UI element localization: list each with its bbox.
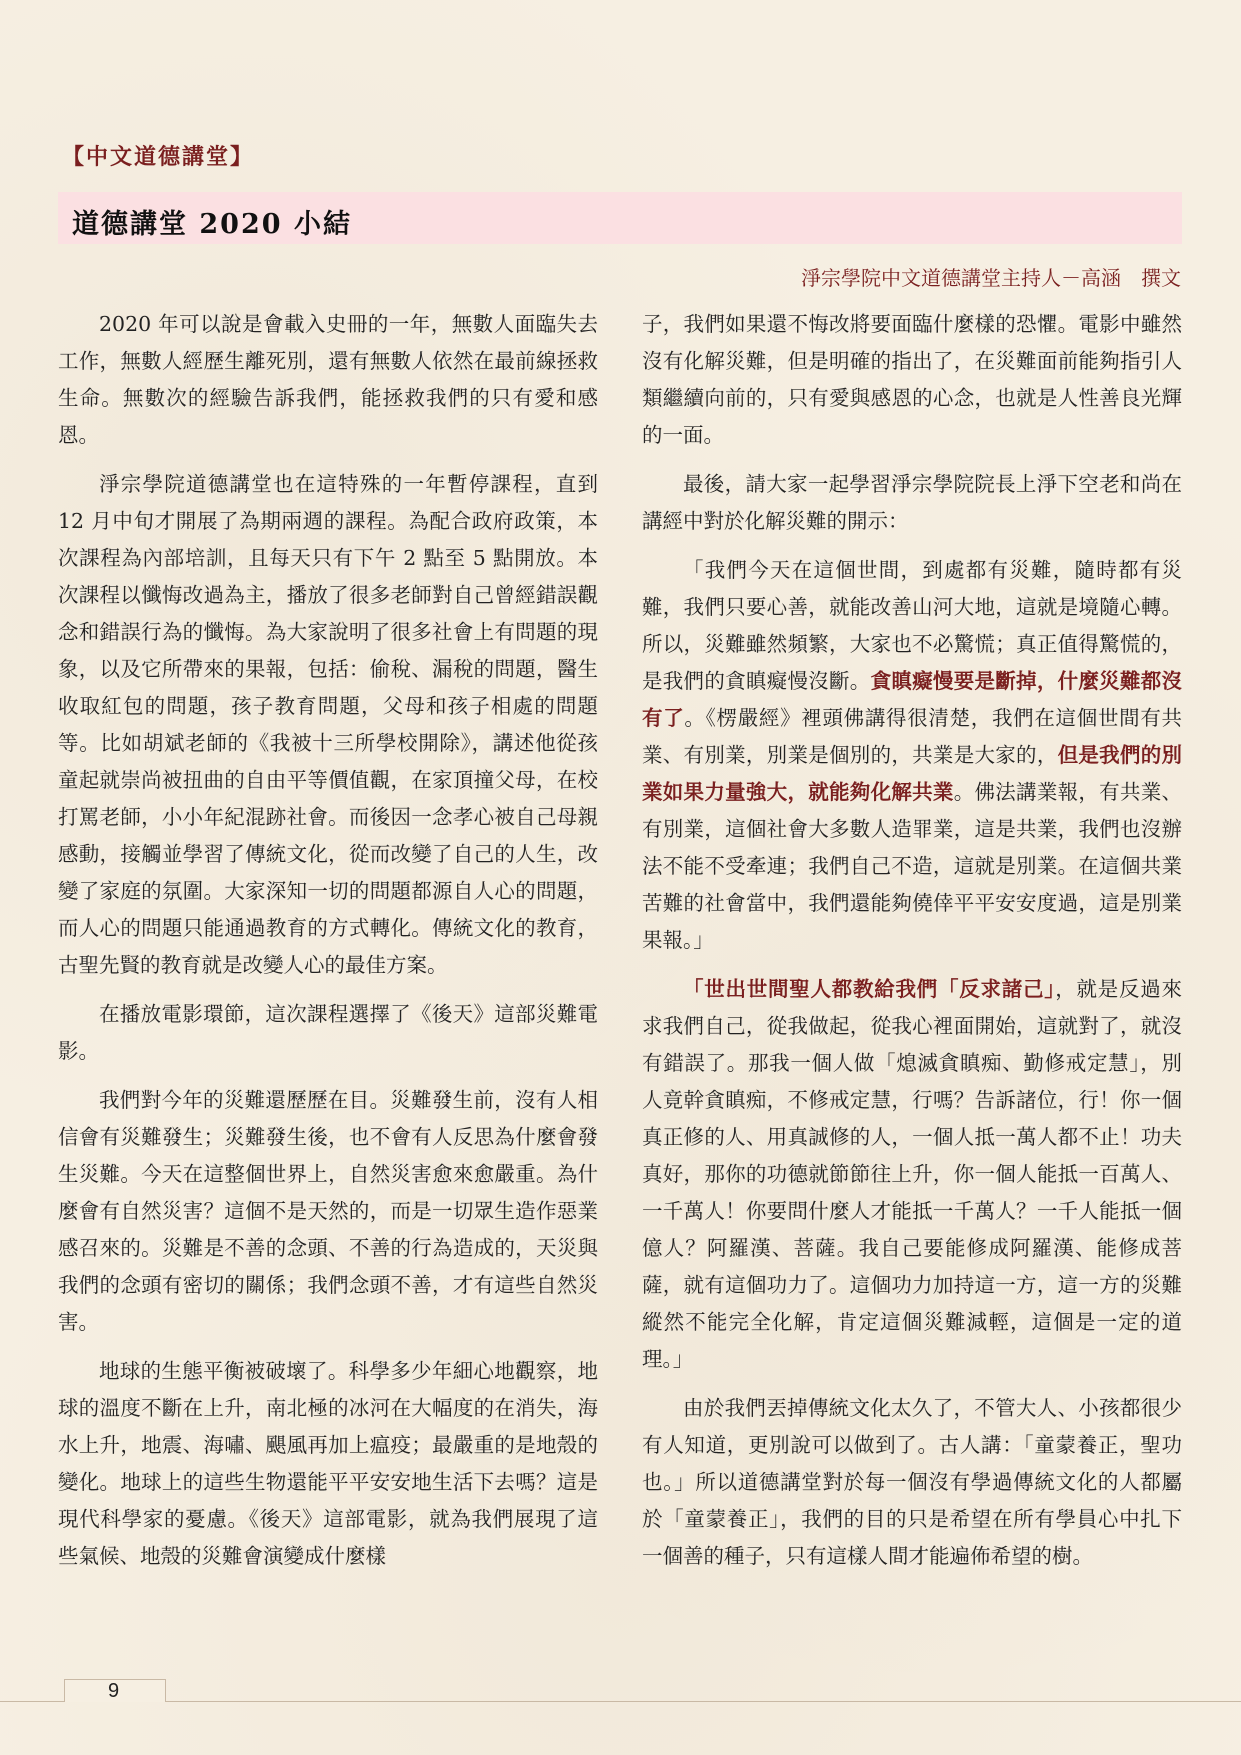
paragraph: 子，我們如果還不悔改將要面臨什麼樣的恐懼。電影中雖然沒有化解災難，但是明確的指出了，在災難面前能夠指引人類繼續向前的，只有愛與感恩的心念，也就是人性善良光輝的一面。: [642, 312, 1182, 447]
paragraph: 在播放電影環節，這次課程選擇了《後天》這部災難電影。: [58, 1002, 598, 1063]
quote-text: 。《楞嚴經》裡頭佛講得很清楚，我們在這個世間有共業、有別業，別業是個別的，共業是大家的，: [642, 706, 1183, 767]
paragraph: 淨宗學院道德講堂也在這特殊的一年暫停課程，直到 12 月中旬才開展了為期兩週的課程。為配合政府政策，本次課程為內部培訓，且每天只有下午 2 點至 5 點開放。本次課程以懺悔改過為主，播放了很多老師對自己曾經錯誤觀念和錯誤行為的懺悔。為大家說明了很多社會上有問題的現象，以及它所帶來的果報，包括：偷稅、漏稅的問題，醫生收取紅包的問題，孩子教育問題，父母和孩子相處的問題等。比如胡斌老師的《我被十三所學校開除》，講述他從孩童起就崇尚被扭曲的自由平等價值觀，在家頂撞父母，在校打罵老師，小小年紀混跡社會。而後因一念孝心被自己母親感動，接觸並學習了傳統文化，從而改變了自己的人生，改變了家庭的氛圍。大家深知一切的問題都源自人心的問題，而人心的問題只能通過教育的方式轉化。傳統文化的教育，古聖先賢的教育就是改變人心的最佳方案。: [58, 472, 598, 977]
page-number: 9: [108, 1680, 120, 1702]
quote-text: ，就是反過來求我們自己，從我做起，從我心裡面開始，這就對了，就沒有錯誤了。那我一個人做「熄滅貪瞋痴、勤修戒定慧」，別人竟幹貪瞋痴，不修戒定慧，行嗎？告訴諸位，行！你一個真正修的人、用真誠修的人，一個人抵一萬人都不止！功夫真好，那你的功德就節節往上升，你一個人能抵一百萬人、一千萬人！你要問什麼人才能抵一千萬人？一千人能抵一個億人？阿羅漢、菩薩。我自己要能修成阿羅漢、能修成菩薩，就有這個功力了。這個功力加持這一方，這一方的災難縱然不能完全化解，肯定這個災難減輕，這個是一定的道理。」: [642, 977, 1182, 1371]
highlight-text: 「世出世間聖人都教給我們「反求諸己」: [683, 977, 1056, 1001]
paragraph: 地球的生態平衡被破壞了。科學多少年細心地觀察，地球的溫度不斷在上升，南北極的冰河在大幅度的在消失，海水上升，地震、海嘯、颶風再加上瘟疫；最嚴重的是地殼的變化。地球上的這些生物還能平平安安地生活下去嗎？這是現代科學家的憂慮。《後天》這部電影，就為我們展現了這些氣候、地殼的災難會演變成什麼樣: [58, 1359, 598, 1568]
quote-paragraph: [642, 552, 1182, 959]
quote-text: 「我們今天在這個世間，到處都有災難，隨時都有災難，我們只要心善，就能改善山河大地，這就是境隨心轉。所以，災難雖然頻繁，大家也不必驚慌；真正值得驚慌的，是我們的貪瞋癡慢沒斷。: [642, 558, 1182, 693]
quote-text: 。佛法講業報，有共業、有別業，這個社會大多數人造罪業，這是共業，我們也沒辦法不能不受牽連；我們自己不造，這就是別業。在這個共業苦難的社會當中，我們還能夠僥倖平平安安度過，這是別業果報。」: [642, 780, 1183, 952]
highlight-text: 但是我們的別業如果力量強大，就能夠化解共業: [642, 743, 1183, 804]
footer-divider: [0, 1701, 1241, 1702]
paragraph: 最後，請大家一起學習淨宗學院院長上淨下空老和尚在講經中對於化解災難的開示：: [642, 472, 1182, 533]
article-title: 道德講堂 2020 小結: [72, 209, 352, 240]
paragraph: 由於我們丟掉傳統文化太久了，不管大人、小孩都很少有人知道，更別說可以做到了。古人講：「童蒙養正，聖功也。」所以道德講堂對於每一個沒有學過傳統文化的人都屬於「童蒙養正」，我們的目的只是希望在所有學員心中扎下一個善的種子，只有這樣人間才能遍佈希望的樹。: [642, 1396, 1182, 1568]
section-tag: 【中文道德講堂】: [62, 144, 255, 170]
right-column: [642, 306, 1182, 1587]
paragraph: 我們對今年的災難還歷歷在目。災難發生前，沒有人相信會有災難發生；災難發生後，也不會有人反思為什麼會發生災難。今天在這整個世界上，自然災害愈來愈嚴重。為什麼會有自然災害？這個不是天然的，而是一切眾生造作惡業感召來的。災難是不善的念頭、不善的行為造成的，天災與我們的念頭有密切的關係；我們念頭不善，才有這些自然災害。: [58, 1088, 598, 1334]
author-byline: 淨宗學院中文道德講堂主持人－高涵 撰文: [801, 266, 1181, 290]
left-column: [58, 306, 598, 1587]
paragraph: 2020 年可以說是會載入史冊的一年，無數人面臨失去工作，無數人經歷生離死別，還有無數人依然在最前線拯救生命。無數次的經驗告訴我們，能拯救我們的只有愛和感恩。: [58, 312, 598, 447]
quote-paragraph: [642, 971, 1182, 1378]
highlight-text: 貪瞋癡慢要是斷掉，什麼災難都沒有了: [642, 669, 1183, 730]
title-bar: [58, 192, 1182, 244]
